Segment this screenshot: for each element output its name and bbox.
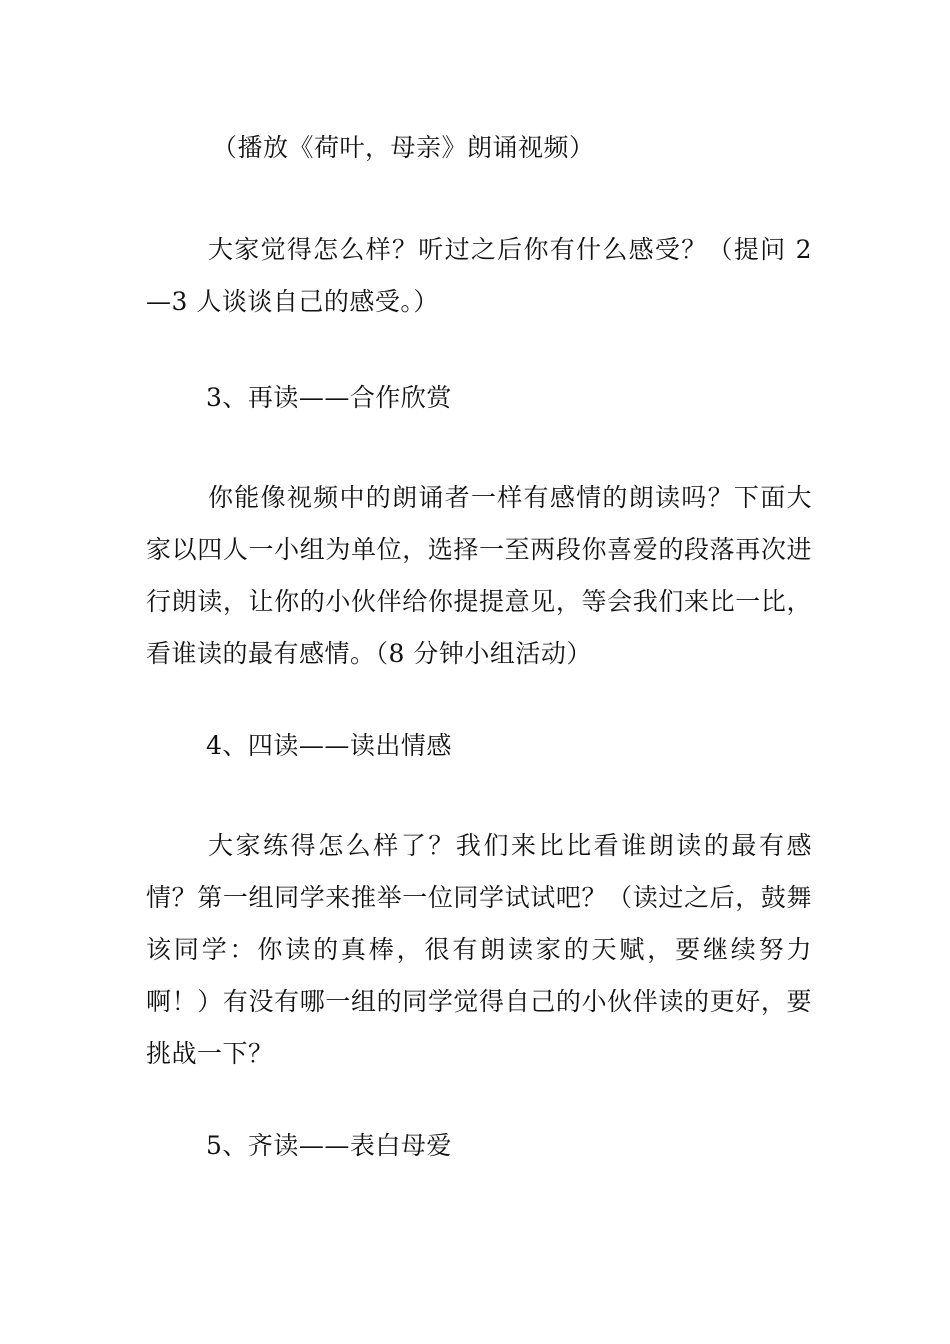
paragraph-reading-contest: 大家练得怎么样了？我们来比比看谁朗读的最有感情？第一组同学来推举一位同学试试吧？（读过之后，鼓舞该同学：你读的真棒，很有朗读家的天赋，要继续努力啊！）有没有哪一组的同学觉得自己的小伙伴读的更好，要挑战一下？ — [146, 831, 812, 1068]
section-heading-fourth-reading: 4、四读——读出情感 — [206, 731, 452, 760]
paragraph-video-note: （播放《荷叶，母亲》朗诵视频） — [212, 133, 595, 162]
paragraph-feelings-question: 大家觉得怎么样？听过之后你有什么感受？（提问 2—3 人谈谈自己的感受。） — [146, 235, 812, 316]
paragraph-group-reading: 你能像视频中的朗诵者一样有感情的朗读吗？下面大家以四人一小组为单位，选择一至两段你喜爱的段落再次进行朗读，让你的小伙伴给你提提意见，等会我们来比一比，看谁读的最有感情。（8 分钟小组活动） — [146, 483, 812, 668]
section-heading-group-reading: 5、齐读——表白母爱 — [206, 1131, 452, 1160]
section-heading-reread: 3、再读——合作欣赏 — [206, 383, 452, 412]
